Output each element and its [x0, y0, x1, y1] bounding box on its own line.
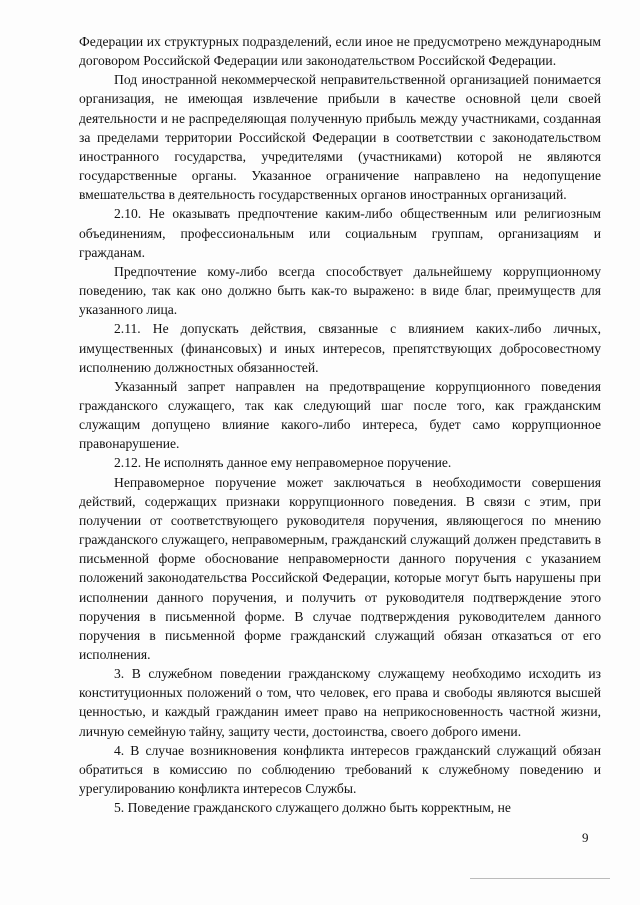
paragraph-2-12: 2.12. Не исполнять данное ему неправомерное поручение.	[114, 455, 452, 471]
paragraph-3: 3. В служебном поведении гражданскому служащему необходимо исходить из конституционных положений о том, что человек, его права и свободы являются высшей ценностью, и каждый гражданин имеет право на неприкосновенность частной жизни, личную семейную тайну, защиту чести, достоинства, своего доброго имени.	[79, 666, 601, 739]
paragraph-5: 5. Поведение гражданского служащего должно быть корректным, не	[114, 800, 511, 816]
bottom-scan-line	[470, 878, 610, 879]
paragraph-preference-explanation: Предпочтение кому-либо всегда способствует дальнейшему коррупционному поведению, так как оно должно быть как-то выражено: в виде благ, преимуществ для указанного лица.	[79, 263, 601, 318]
body-text	[79, 32, 601, 817]
page-number: 9	[582, 830, 589, 845]
paragraph-unlawful-order-explanation: Неправомерное поручение может заключаться в необходимости совершения действий, содержащих признаки коррупционного поведения. В связи с этим, при получении от соответствующего руководителя поручения, являющегося по мнению гражданского служащего, неправомерным, гражданский служащий должен представить в письменной форме обоснование неправомерности данного поручения с указанием положений законодательства Российской Федерации, которые могут быть нарушены при исполнении данного поручения, и получить от руководителя подтверждение этого поручения в письменной форме. В случае подтверждения руководителем данного поручения в письменной форме гражданский служащий обязан отказаться от его исполнения.	[79, 474, 601, 662]
paragraph-continuation: Федерации их структурных подразделений, если иное не предусмотрено международным договором Российской Федерации или законодательством Российской Федерации.	[79, 34, 601, 69]
paragraph-2-10: 2.10. Не оказывать предпочтение каким-либо общественным или религиозным объединениям, профессиональным или социальным группам, организациям и гражданам.	[79, 206, 601, 260]
paragraph-2-11: 2.11. Не допускать действия, связанные с влиянием каких-либо личных, имущественных (финансовых) и иных интересов, препятствующих добросовестному исполнению должностных обязанностей.	[79, 321, 601, 375]
paragraph-foreign-ngo-definition: Под иностранной некоммерческой неправительственной организацией понимается организация, не имеющая извлечение прибыли в качестве основной цели своей деятельности и не распределяющая полученную прибыль между участниками, созданная за пределами территории Российской Федерации в соответствии с законодательством иностранного государства, учредителями (участниками) которой не являются государственные органы. Указанное ограничение направлено на недопущение вмешательства в деятельность государственных органов иностранных организаций.	[79, 72, 601, 203]
paragraph-4: 4. В случае возникновения конфликта интересов гражданский служащий обязан обратиться в комиссию по соблюдению требований к служебному поведению и урегулированию конфликта интересов Службы.	[79, 742, 601, 797]
paragraph-prohibition-explanation: Указанный запрет направлен на предотвращение коррупционного поведения гражданского служащего, так как следующий шаг после того, как гражданским служащим допущено влияние какого-либо интереса, будет само коррупционное правонарушение.	[79, 378, 601, 452]
